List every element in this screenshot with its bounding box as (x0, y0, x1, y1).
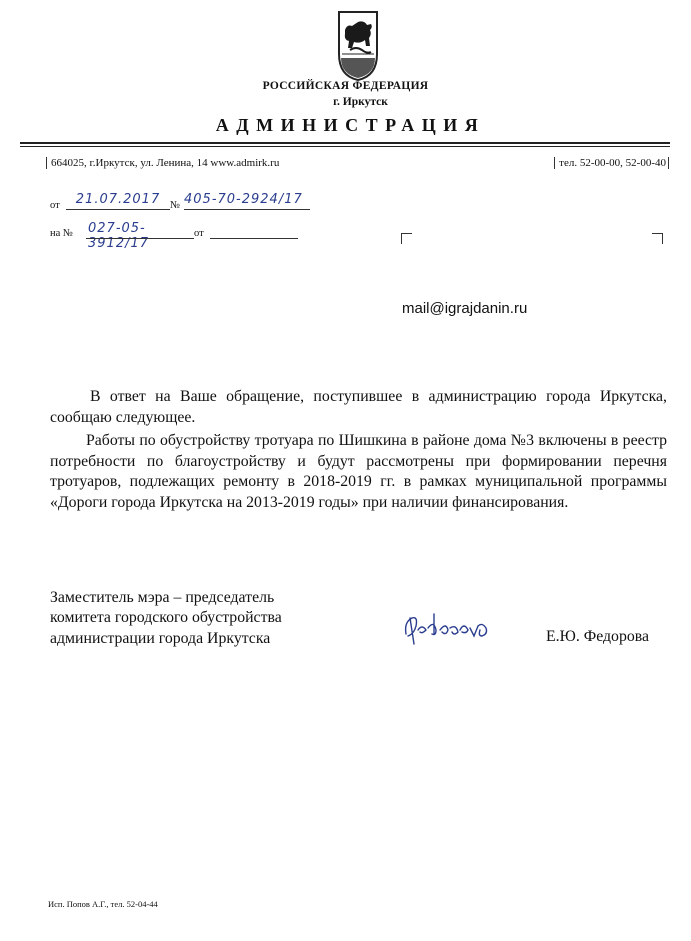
city-name: г. Иркутск (333, 96, 388, 108)
organization-address: 664025, г.Иркутск, ул. Ленина, 14 www.admirk.ru (46, 157, 279, 169)
executor-info: Исп. Попов А.Г., тел. 52-04-44 (48, 899, 158, 909)
signer-position-line: администрации города Иркутска (50, 629, 271, 647)
letter-body (50, 387, 667, 514)
recipient-email: mail@igrajdanin.ru (402, 300, 528, 317)
body-paragraph: Работы по обустройству тротуара по Шишкина в районе дома №3 включены в реестр потребности по благоустройству и будут рассмотрены при формировании перечня тротуаров, подлежащих ремонту в 2018-2019 гг. в рамках муниципальной программы «Дороги города Иркутска на 2013-2019 годы» при наличии финансирования. (50, 432, 667, 511)
signer-position-line: комитета городского обустройства (50, 609, 282, 627)
body-paragraph: В ответ на Ваше обращение, поступившее в администрацию города Иркутска, сообщаю следующее. (50, 388, 667, 426)
number-label: № (170, 200, 181, 211)
in-reply-date-label: от (194, 228, 204, 239)
recipient-bracket-left (401, 233, 412, 244)
signer-position (50, 588, 282, 649)
outgoing-number: 405-70-2924/17 (184, 192, 303, 207)
recipient-bracket-right (652, 233, 663, 244)
organization-title: АДМИНИСТРАЦИЯ (215, 115, 486, 135)
country-name: РОССИЙСКАЯ ФЕДЕРАЦИЯ (262, 80, 429, 92)
organization-phones: тел. 52-00-00, 52-00-40 (554, 157, 669, 169)
handwritten-signature (400, 604, 496, 650)
header-rule-thick (20, 142, 670, 144)
in-reply-date-underline (210, 238, 298, 239)
date-underline (66, 209, 170, 210)
in-reply-label: на № (50, 228, 73, 239)
in-reply-underline (86, 238, 194, 239)
in-reply-number: 027-05-3912/17 (88, 221, 150, 251)
signer-position-line: Заместитель мэра – председатель (50, 589, 275, 606)
signer-name: Е.Ю. Федорова (546, 628, 650, 645)
outgoing-date: 21.07.2017 (75, 192, 161, 207)
number-underline (184, 209, 310, 210)
irkutsk-coat-of-arms-icon (336, 10, 380, 82)
date-label: от (50, 200, 60, 211)
header-rule-thin (20, 146, 670, 147)
